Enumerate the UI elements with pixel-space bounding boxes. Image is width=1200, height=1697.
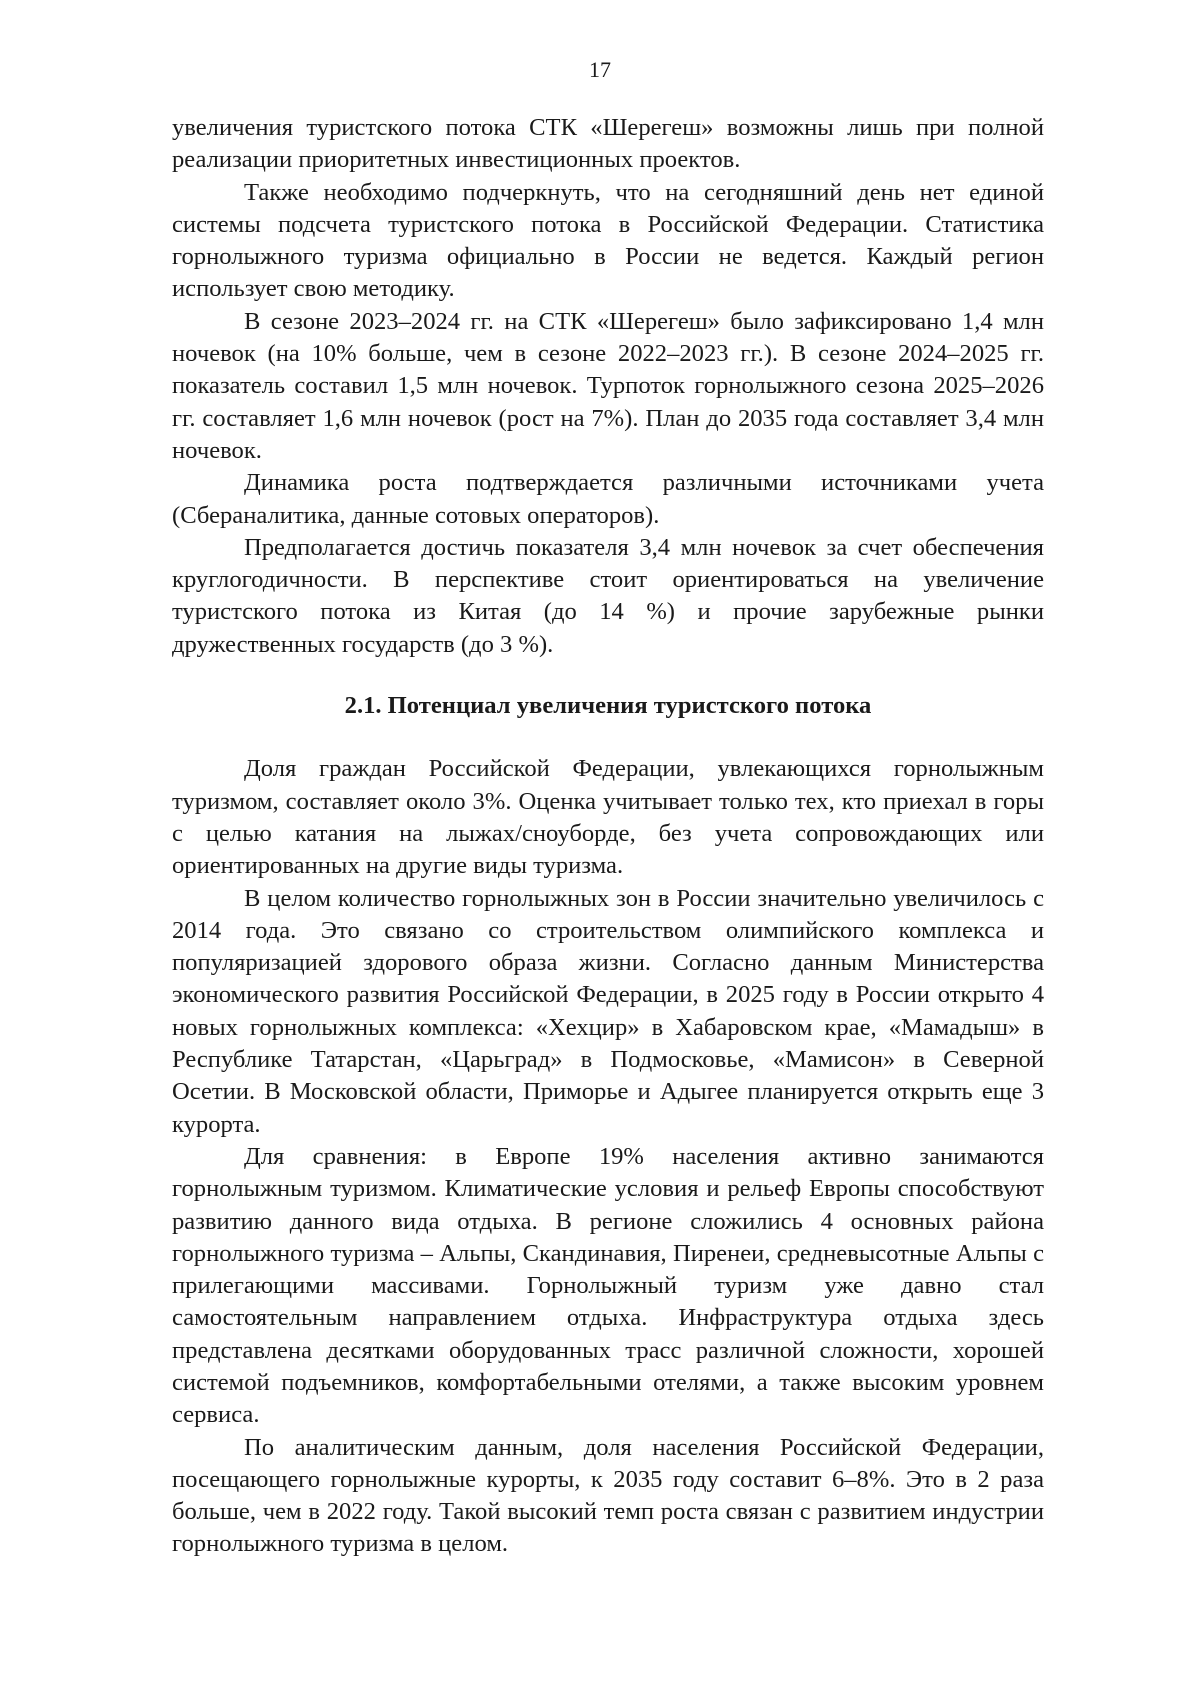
- paragraph: Также необходимо подчеркнуть, что на сегодняшний день нет единой системы подсчета туристского потока в Российской Федерации. Статистика горнолыжного туризма официально в России не ведется. Каждый регион использует свою методику.: [172, 178, 1044, 303]
- document-body: [172, 112, 1044, 1561]
- page-number: 17: [589, 57, 611, 82]
- section-heading: 2.1. Потенциал увеличения туристского потока: [344, 692, 872, 720]
- paragraph: увеличения туристского потока СТК «Шерегеш» возможны лишь при полной реализации приоритетных инвестиционных проектов.: [172, 114, 1044, 174]
- paragraph: По аналитическим данным, доля населения Российской Федерации, посещающего горнолыжные курорты, к 2035 году составит 6–8%. Это в 2 раза больше, чем в 2022 году. Такой высокий темп роста связан с развитием индустрии горнолыжного туризма в целом.: [172, 1433, 1044, 1558]
- paragraph: Для сравнения: в Европе 19% населения активно занимаются горнолыжным туризмом. Климатические условия и рельеф Европы способствуют развитию данного вида отдыха. В регионе сложились 4 основных района горнолыжного туризма – Альпы, Скандинавия, Пиренеи, средневысотные Альпы с прилегающими массивами. Горнолыжный туризм уже давно стал самостоятельным направлением отдыха. Инфраструктура отдыха здесь представлена десятками оборудованных трасс различной сложности, хорошей системой подъемников, комфортабельными отелями, а также высоким уровнем сервиса.: [172, 1142, 1044, 1429]
- paragraph: Динамика роста подтверждается различными источниками учета (Сбераналитика, данные сотовых операторов).: [172, 469, 1044, 529]
- paragraph: В целом количество горнолыжных зон в России значительно увеличилось с 2014 года. Это связано со строительством олимпийского комплекса и популяризацией здорового образа жизни. Согласно данным Министерства экономического развития Российской Федерации, в 2025 году в России открыто 4 новых горнолыжных комплекса: «Хехцир» в Хабаровском крае, «Мамадыш» в Республике Татарстан, «Царьград» в Подмосковье, «Мамисон» в Северной Осетии. В Московской области, Приморье и Адыгее планируется открыть еще 3 курорта.: [172, 884, 1044, 1138]
- paragraph: Доля граждан Российской Федерации, увлекающихся горнолыжным туризмом, составляет около 3%. Оценка учитывает только тех, кто приехал в горы с целью катания на лыжах/сноуборде, без учета сопровождающих или ориентированных на другие виды туризма.: [172, 755, 1044, 880]
- paragraph: Предполагается достичь показателя 3,4 млн ночевок за счет обеспечения круглогодичности. В перспективе стоит ориентироваться на увеличение туристского потока из Китая (до 14 %) и прочие зарубежные рынки дружественных государств (до 3 %).: [172, 533, 1044, 658]
- paragraph: В сезоне 2023–2024 гг. на СТК «Шерегеш» было зафиксировано 1,4 млн ночевок (на 10% больше, чем в сезоне 2022–2023 гг.). В сезоне 2024–2025 гг. показатель составил 1,5 млн ночевок. Турпоток горнолыжного сезона 2025–2026 гг. составляет 1,6 млн ночевок (рост на 7%). План до 2035 года составляет 3,4 млн ночевок.: [172, 307, 1044, 464]
